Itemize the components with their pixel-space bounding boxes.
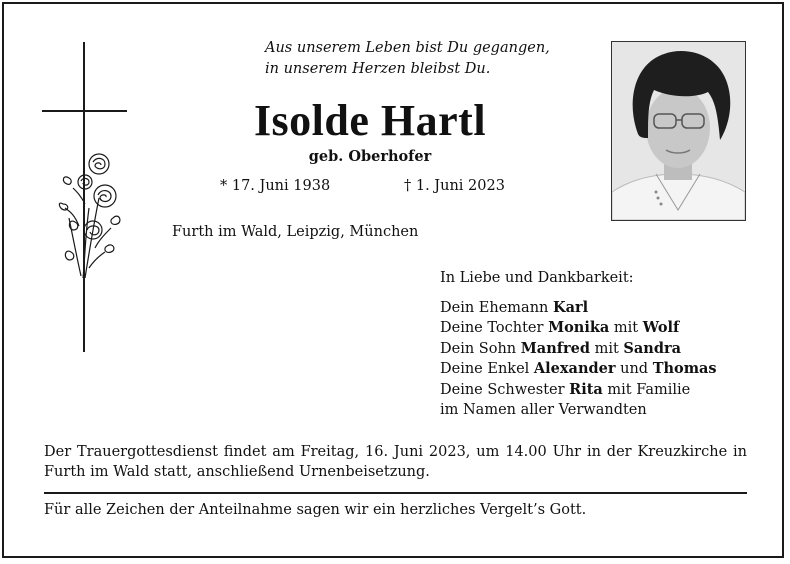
cross-bar	[42, 110, 127, 112]
motto-line-2: in unserem Herzen bleibst Du.	[265, 61, 491, 77]
portrait-image	[612, 42, 745, 220]
mourner-connector: mit Familie	[602, 381, 691, 398]
mourner-line	[440, 318, 717, 339]
mourner-name: Rita	[569, 380, 603, 398]
mourner-line	[440, 339, 717, 360]
mourner-prefix: Dein Ehemann	[440, 299, 553, 316]
motto-line-1: Aus unserem Leben bist Du gegangen,	[265, 40, 550, 56]
places: Furth im Wald, Leipzig, München	[172, 224, 419, 240]
mourner-name: Manfred	[520, 339, 590, 357]
divider	[44, 492, 747, 494]
motto	[265, 38, 550, 80]
mourner-prefix: Dein Sohn	[440, 340, 521, 357]
mourner-name: Karl	[552, 298, 589, 316]
death-date: † 1. Juni 2023	[404, 178, 505, 194]
mourner-prefix: Deine Enkel	[440, 361, 534, 377]
mourner-prefix: Deine Tochter	[440, 320, 549, 336]
deceased-name: Isolde Hartl	[253, 96, 487, 145]
mourner-line	[440, 298, 717, 319]
mourners-heading: In Liebe und Dankbarkeit:	[440, 270, 634, 286]
mourner-partner: Wolf	[642, 319, 680, 336]
thanks-note: Für alle Zeichen der Anteilnahme sagen wir ein herzliches Vergelt’s Gott.	[44, 502, 587, 518]
mourner-partner: Thomas	[652, 360, 717, 377]
mourner-partner: Sandra	[623, 339, 682, 357]
mourner-connector: mit	[589, 340, 624, 357]
rose-icon	[55, 148, 125, 283]
mourner-prefix: im Namen aller Verwandten	[440, 402, 647, 418]
mourner-line	[440, 380, 717, 401]
mourner-name: Alexander	[533, 360, 616, 377]
mourner-name: Monika	[548, 319, 610, 336]
mourner-connector: mit	[609, 320, 643, 336]
mourner-prefix: Deine Schwester	[440, 381, 570, 398]
mourners-block	[440, 268, 717, 421]
service-notice: Der Trauergottesdienst findet am Freitag, 16. Juni 2023, um 14.00 Uhr in der Kreuzkirche in Furth im Wald statt, anschließend Urnenbeisetzung.	[44, 444, 747, 480]
mourner-connector: und	[615, 361, 653, 377]
birth-date: * 17. Juni 1938	[220, 178, 331, 194]
portrait-photo	[611, 41, 746, 221]
mourner-line	[440, 359, 717, 380]
mourner-line	[440, 400, 717, 421]
maiden-name: geb. Oberhofer	[308, 148, 432, 165]
